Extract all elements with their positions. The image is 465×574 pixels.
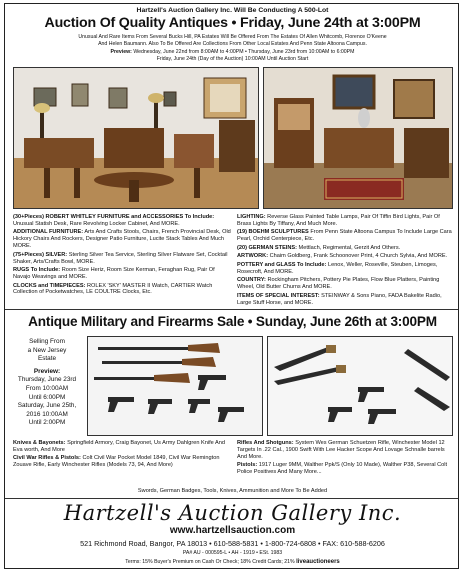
knives-pistols-illustration (268, 337, 453, 436)
antiques-item: (75+Pieces) SILVER: Sterling Silver Tea Service, Sterling Silver Flatware Set, Cocktail Shaker, Arts/Crafts Bowl, MORE. (13, 251, 228, 265)
antiques-title: Auction Of Quality Antiques • Friday, June 24th at 3:00PM (44, 15, 421, 31)
military-sidebar (11, 338, 83, 428)
intro-line: Hartzell's Auction Gallery Inc. Will Be Conducting A 500-Lot (136, 7, 329, 14)
antiques-item: ARTWORK: Chaim Goldberg, Frank Schoonover Print, 4 Church Sylvia, And MORE. (237, 253, 448, 260)
furniture-photo-right (263, 67, 453, 209)
furniture-room-illustration (14, 68, 259, 209)
antiques-item: ADDITIONAL FURNITURE: Arts And Crafts Stools, Chairs, French Provincial Desk, Old Hickory Chairs And Rockers, Designer Patio Furniture, Lucite Stack Tables And Much MORE. (13, 229, 231, 250)
antiques-item: (20) GERMAN STEINS: Mettlach, Regimental, Gerzit And Others. (237, 244, 401, 251)
sidebar-line: Until 6:00PM (28, 393, 66, 401)
military-item: Rifles And Shotguns: System Wes German Schuetzen Rifle, Winchester Model 12 Targets In .22 Cal., 1900 Swift With Lee Hacker Scope And Lovage Schnalle barrels And More. (237, 440, 445, 460)
antiques-left-column (13, 214, 231, 298)
preview-line-2: Friday, June 24th (Day of the Auction) 10:00AM Until Auction Start (156, 56, 309, 62)
sidebar-line: From 10:00AM (25, 384, 69, 392)
section-divider (5, 309, 459, 310)
military-item: Knives & Bayonets: Springfield Armory, Craig Bayonet, Us Army Dahlgren Knife And Eva worth, And More (13, 440, 225, 453)
sidebar-line: Selling From (29, 338, 65, 345)
antiques-item: RUGS To Include: Room Size Heriz, Room Size Kerman, Feraghan Rug, Pair Of Navajo Weavings and MORE. (13, 267, 215, 281)
preview-label: Preview: (110, 49, 132, 55)
antiques-item: ITEMS OF SPECIAL INTEREST: STEINWAY & Sons Piano, FADA Bakelite Radio, Large Stuff Horse, and MORE. (237, 292, 442, 306)
website-link[interactable]: www.hartzellsauction.com (169, 525, 296, 536)
terms-line (5, 559, 459, 566)
address-line: 521 Richmond Road, Bangor, PA 18013 • 610-588-5831 • 1-800-724-6808 • FAX: 610-588-6206 (80, 539, 385, 548)
firearms-illustration (88, 337, 263, 436)
firearms-photo (87, 336, 263, 436)
sidebar-line: a New Jersey (27, 346, 67, 354)
furniture-photo-left (13, 67, 259, 209)
antiques-item: (19) BOEHM SCULPTURES From Penn State Altoona Campus To Include Large Cara Pearl, Orchid Centerpiece, Etc. (237, 229, 452, 243)
antiques-right-column (237, 214, 453, 308)
military-left-column (13, 440, 227, 471)
antiques-item: LIGHTING: Reverse Glass Painted Table Lamps, Pair Of Tiffin Bird Lights, Pair Of Brass Lights By Tiffany, And Much More. (237, 214, 440, 227)
liveauctioneers-logo: liveauctioneers (296, 559, 340, 565)
military-footer-line: Swords, German Badges, Tools, Knives, Ammunition and More To Be Added (137, 488, 328, 494)
footer-divider (5, 498, 459, 499)
sidebar-line: Thursday, June 23rd (17, 376, 77, 384)
terms-text: Terms: 15% Buyer's Premium on Cash Or Check; 18% Credit Cards; 21% (125, 559, 295, 565)
knives-photo (267, 336, 453, 436)
parlor-room-illustration (264, 68, 453, 209)
company-name: Hartzell's Auction Gallery Inc. (63, 501, 402, 525)
preview-text: Wednesday, June 22nd from 8:00AM to 4:00PM • Thursday, June 23rd from 10:00AM to 6:00PM (133, 49, 355, 55)
sidebar-line: Until 2:00PM (28, 419, 66, 427)
antiques-item: (30+Pieces) ROBERT WHITLEY FURNITURE and ACCESSORIES To Include: Unusual Statish Desk, Rare Revolving Locker Cabinet, And MORE. (13, 214, 215, 227)
preview-line (11, 49, 454, 56)
license-line: PA# AU - 000595-L • AH - 1919 • ESt. 1983 (182, 550, 283, 556)
military-right-column (237, 440, 453, 478)
auction-advertisement (4, 3, 459, 569)
military-title: Antique Military and Firearms Sale • Sunday, June 26th at 3:00PM (28, 314, 437, 329)
sidebar-line: 2016 10:00AM (26, 410, 68, 418)
subtitle-line-2: And Helen Baumann. Also To Be Offered Are Collections From Other Local Estates And Penn State Altoona Campus. (98, 41, 367, 47)
antiques-item: COUNTRY: Rockingham Pitchers, Pottery Pie Plates, Flow Blue Platters, Painting Wheel, Old Butter Churns And MORE. (237, 277, 440, 291)
antiques-item: POTTERY and GLASS To Include: Lenox, Weller, Roseville, Steuben, Limoges, Rosecroft, And MORE. (237, 261, 438, 275)
sidebar-line: Saturday, June 25th, (17, 402, 77, 410)
military-item: Civil War Rifles & Pistols: Colt Civil War Pocket Model 1849, Civil War Remington Zouave Rifle, Early Winchester Rifles (Models 73, 94, And More) (13, 455, 220, 469)
military-item: Pistols: 1917 Luger 9MM, Walther Ppk/S (Only 10 Made), Walther P38, Several Colt Police Positives And Many More... (237, 462, 448, 476)
subtitle-line-1: Unusual And Rare Items From Several Bucks Hill, PA Estates Will Be Offered From The Estates Of Allen Whitcomb, Florence O'Keene (78, 34, 387, 40)
antiques-item: CLOCKS and TIMEPIECES: ROLEX 'SKY' MASTER II Watch, CARTIER Watch Collection of Pocketwatches, LE COULTRE Clocks, Etc. (13, 282, 213, 296)
sidebar-line: Estate (37, 355, 57, 363)
sidebar-preview-label: Preview: (33, 367, 61, 375)
